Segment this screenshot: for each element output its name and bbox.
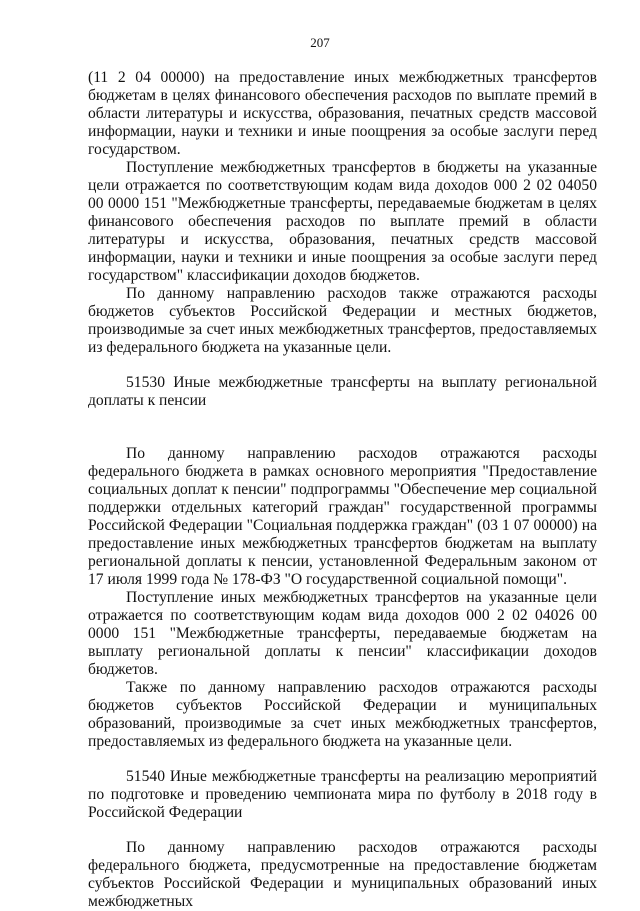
paragraph-subject-expenses: Также по данному направлению расходов отражаются расходы бюджетов субъектов Российской Федерации и муниципальных образований, производимые за счет иных межбюджетных трансфертов, предоставляемых из федерального бюджета на указанные цели. [88, 679, 597, 750]
paragraph-continuation: (11 2 04 00000) на предоставление иных межбюджетных трансфертов бюджетам в целях финансового обеспечения расходов по выплате премий в области литературы и искусства, образования, печатных средств массовой информации, науки и техники и иные поощрения за особые заслуги перед государством. [88, 69, 597, 158]
section-spacer [88, 357, 597, 374]
section-spacer [88, 410, 597, 445]
section-spacer [88, 751, 597, 768]
section-heading-51540: 51540 Иные межбюджетные трансферты на реализацию мероприятий по подготовке и проведению чемпионата мира по футболу в 2018 году в Российской Федерации [88, 768, 597, 821]
document-body [88, 69, 597, 911]
paragraph-worldcup-expenses: По данному направлению расходов отражаются расходы федерального бюджета, предусмотренные на предоставление бюджетам субъектов Российской Федерации и муниципальных образований иных межбюджетных [88, 839, 597, 910]
section-spacer [88, 822, 597, 839]
page-number: 207 [310, 35, 330, 50]
section-heading-51530: 51530 Иные межбюджетные трансферты на выплату региональной доплаты к пенсии [88, 374, 597, 409]
paragraph-income-receipt: Поступление межбюджетных трансфертов в бюджеты на указанные цели отражается по соответствующим кодам вида доходов 000 2 02 04050 00 0000 151 "Межбюджетные трансферты, передаваемые бюджетам в целях финансового обеспечения расходов по выплате премий в области литературы и искусства, образования, печатных средств массовой информации, науки и техники и иные поощрения за особые заслуги перед государством" классификации доходов бюджетов. [88, 159, 597, 284]
paragraph-regional-expenses: По данному направлению расходов также отражаются расходы бюджетов субъектов Российской Федерации и местных бюджетов, производимые за счет иных межбюджетных трансфертов, предоставляемых из федерального бюджета на указанные цели. [88, 285, 597, 356]
paragraph-transfer-receipt: Поступление иных межбюджетных трансфертов на указанные цели отражается по соответствующим кодам вида доходов 000 2 02 04026 00 0000 151 "Межбюджетные трансферты, передаваемые бюджетам на выплату региональной доплаты к пенсии" классификации доходов бюджетов. [88, 589, 597, 678]
paragraph-federal-expenses: По данному направлению расходов отражаются расходы федерального бюджета в рамках основного мероприятия "Предоставление социальных доплат к пенсии" подпрограммы "Обеспечение мер социальной поддержки отдельных категорий граждан" государственной программы Российской Федерации "Социальная поддержка граждан" (03 1 07 00000) на предоставление иных межбюджетных трансфертов бюджетам на выплату региональной доплаты к пенсии, установленной Федеральным законом от 17 июля 1999 года № 178-ФЗ "О государственной социальной помощи". [88, 445, 597, 588]
